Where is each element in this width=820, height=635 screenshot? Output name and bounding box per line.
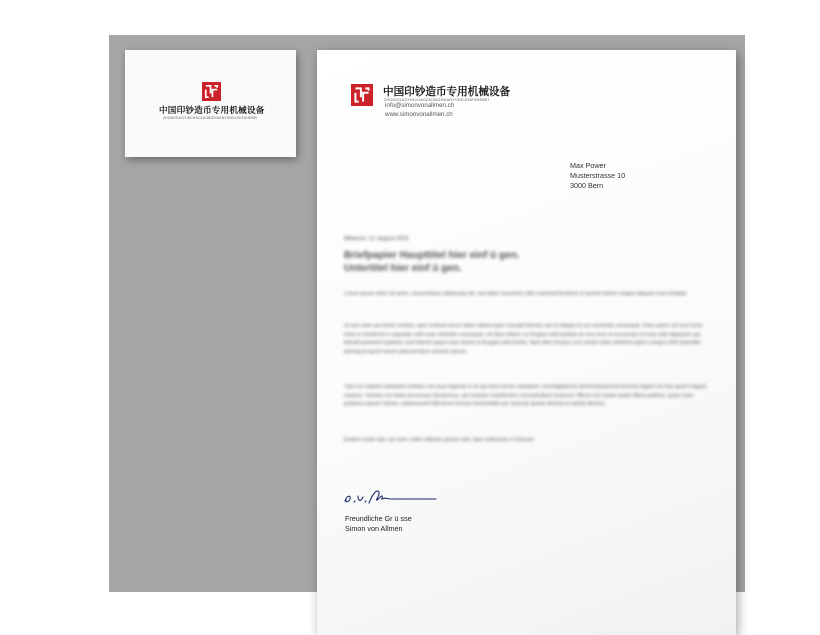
- recipient-street: Musterstrasse 10: [570, 171, 626, 180]
- letter-brand-subtitle: ZHONGGUOYINCHAOZAOBIZHUANYONGJIXIESHEBEI: [384, 98, 490, 102]
- recipient-name: Max Power: [570, 161, 606, 170]
- letter-date: Mittwoch, 12. August 2015: [344, 236, 409, 242]
- business-card: [125, 50, 296, 157]
- letter-brand-name: 中国印钞造币专用机械设备: [383, 86, 511, 98]
- contact-website: www.simonvonallmen.ch: [385, 111, 453, 118]
- letter-subtitle: Untertitel hier einf ü gen.: [344, 263, 462, 274]
- signature-icon: [341, 487, 441, 509]
- card-brand-name: 中国印钞造币专用机械设备: [159, 105, 265, 115]
- brand-logo-icon: [202, 82, 221, 101]
- letter-paragraph: Ut wisi enim ad minim veniam, quis nostrud exerci tation ullamcorper suscipit lobortis nisl ut aliquip ex ea commodo consequat. Duis autem vel eum iriure dolor in hendrerit in vulputate velit esse molestie consequat, vel illum dolore eu feugiat nulla facilisis at vero eros et accumsan et iusto odio dignissim qui blandit praesent luptatum zzril delenit augue duis dolore te feugait nulla facilisi. Nam liber tempor cum soluta nobis eleifend option congue nihil imperdiet doming id quod mazim placerat facer possim assum.: [344, 323, 703, 355]
- brand-logo-icon: [351, 84, 373, 106]
- letterhead-sheet: [317, 50, 736, 635]
- recipient-city: 3000 Bern: [570, 181, 604, 190]
- letter-paragraph: Eodem modo typi, qui nunc nobis videntur parum clari, fiant sollemnes in futurum.: [344, 437, 536, 443]
- card-brand-subtitle: ZHONGGUOYINCHAOZAOBIZHUANYONGJIXIESHEBEI: [163, 116, 258, 120]
- contact-email: info@simonvonallmen.ch: [385, 102, 455, 109]
- letter-headline: [344, 249, 704, 275]
- letter-paragraph: Lorem ipsum dolor sit amet, consectetuer adipiscing elit, sed diam nonummy nibh euismod tincidunt ut laoreet dolore magna aliquam erat volutpat.: [344, 291, 688, 297]
- letter-title: Briefpapier Haupttitel hier einf ü gen.: [344, 250, 520, 261]
- closing-greeting: Freundliche Gr ü sse: [345, 514, 412, 523]
- closing-name: Simon von Allmen: [345, 524, 403, 533]
- letter-paragraph: Typi non habent claritatem insitam; est usus legentis in iis qui facit eorum claritatem. Investigationes demonstraverunt lectores legere me lius quod ii legunt saepius. Claritas est etiam processus dynamicus, qui sequitur mutationem consuetudium lectorum. Mirum est notare quam littera gothica, quam nunc putamus parum claram, anteposuerit litterarum formas humanitatis per seacula quarta decima et quinta decima.: [344, 384, 707, 408]
